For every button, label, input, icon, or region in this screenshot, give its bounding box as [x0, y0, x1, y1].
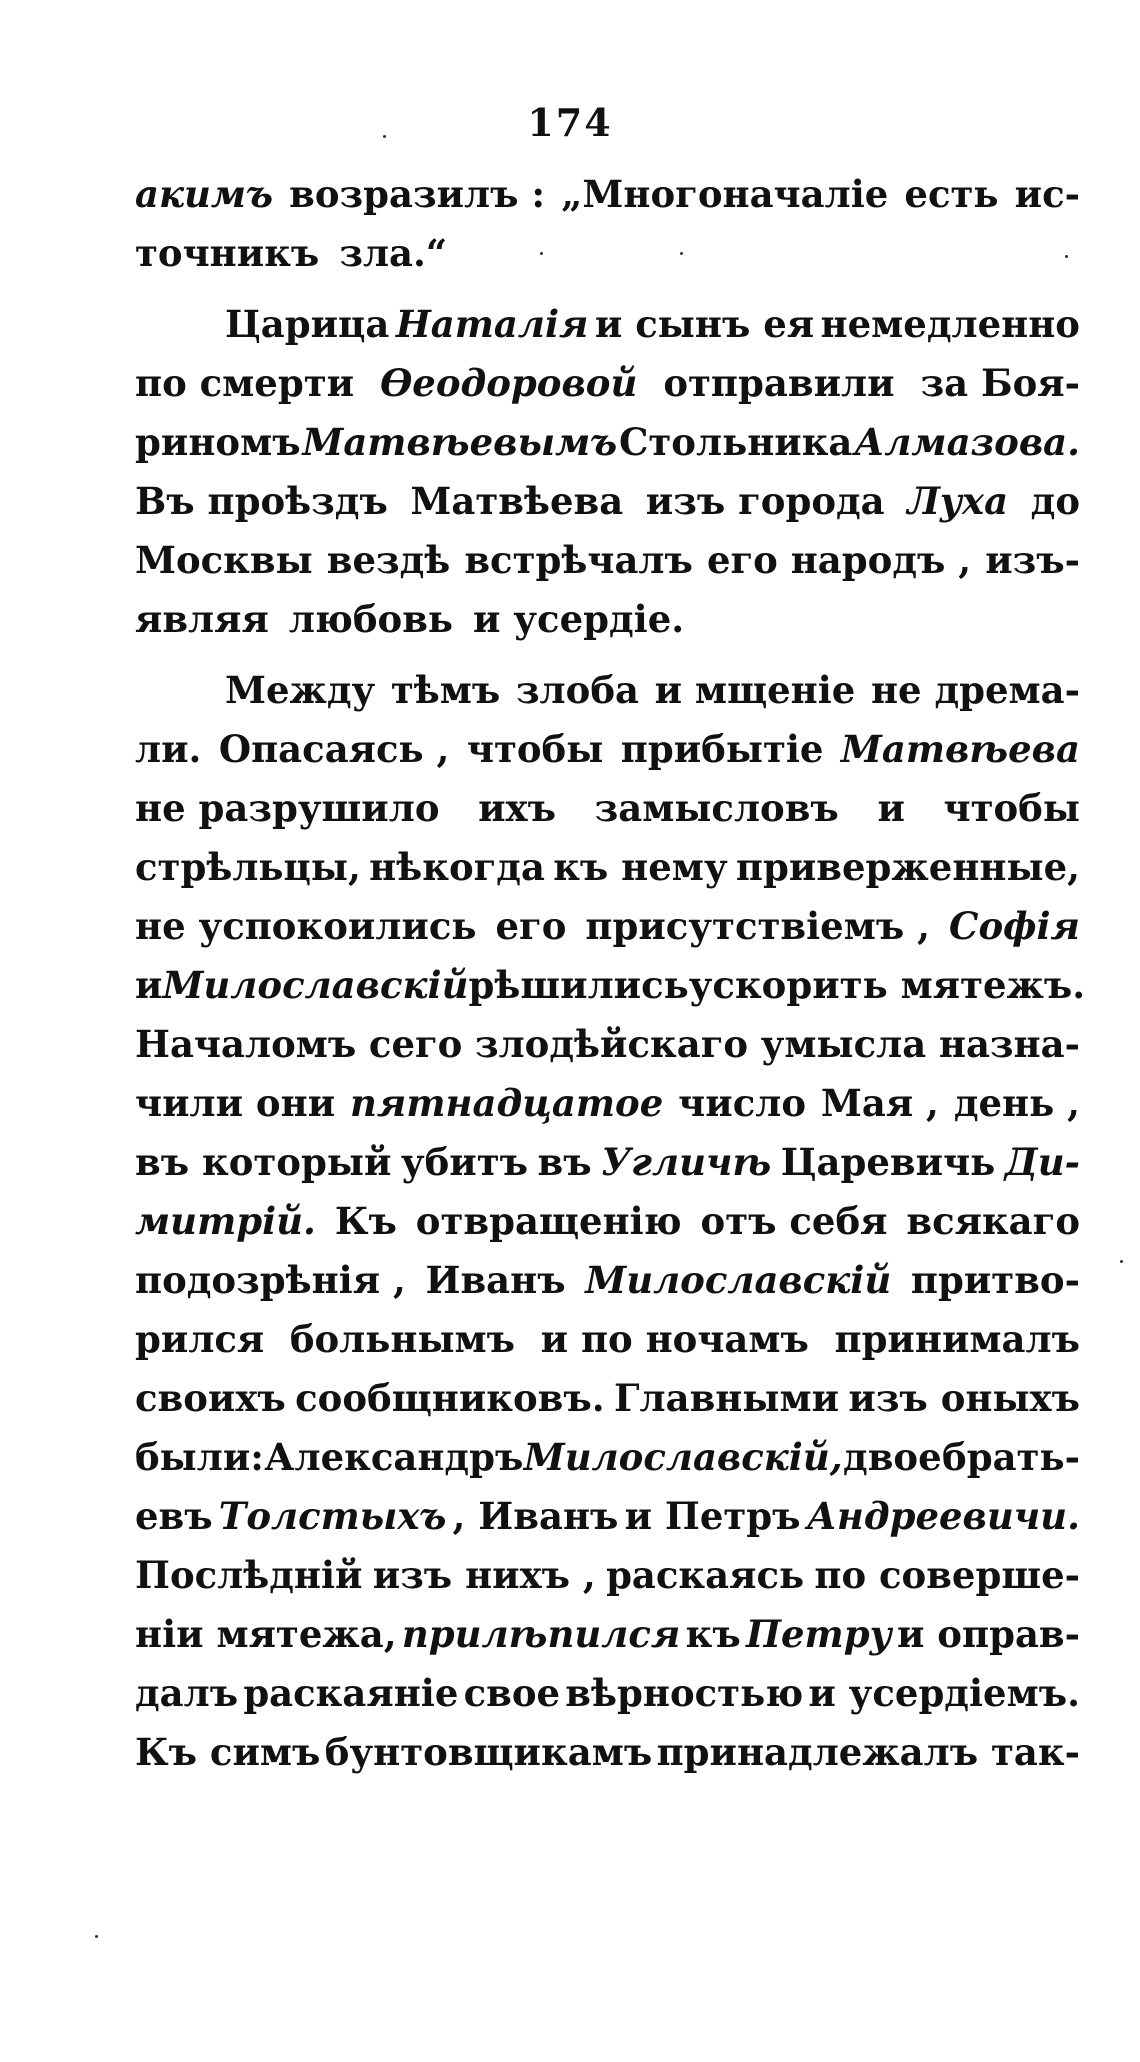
text-word: принадлежалъ так-	[656, 1730, 1080, 1774]
text-word: , Иванъ	[452, 1494, 619, 1538]
text-word: и	[877, 786, 905, 830]
text-line	[135, 1376, 1080, 1435]
text-word: встрѣчалъ	[464, 538, 693, 582]
text-word: до	[1030, 479, 1080, 523]
text-line	[135, 172, 1080, 231]
text-word: и сынъ ея	[594, 302, 815, 346]
text-word: Въ проѣздъ	[135, 479, 388, 523]
text-word: Толстыхъ	[218, 1494, 447, 1538]
text-word: и по ночамъ	[540, 1317, 809, 1361]
text-word: риномъ	[135, 420, 301, 464]
text-line	[135, 361, 1080, 420]
text-word: убитъ	[400, 1140, 529, 1184]
text-line	[135, 1022, 1080, 1081]
text-word: Главными	[613, 1376, 840, 1420]
text-word: чили они	[135, 1081, 336, 1125]
text-word: Матвѣева	[410, 479, 624, 523]
text-word: Угличѣ	[601, 1140, 772, 1184]
text-word: Софія	[949, 904, 1080, 948]
text-word: нѣкогда	[369, 845, 545, 889]
text-line	[135, 1612, 1080, 1671]
text-line	[135, 727, 1080, 786]
text-word: ніи мятежа,	[135, 1612, 397, 1656]
text-line	[135, 1553, 1080, 1612]
text-word: притво-	[910, 1258, 1080, 1302]
text-word: двое	[843, 1435, 942, 1479]
text-line	[135, 1199, 1080, 1258]
text-word: замысловъ	[594, 786, 839, 830]
text-line	[135, 1435, 1080, 1494]
text-word: акимъ	[135, 172, 273, 216]
page-number: 174	[527, 100, 613, 145]
text-line	[135, 420, 1080, 479]
text-word: всякаго	[906, 1199, 1080, 1243]
text-word: изъ-	[985, 538, 1080, 582]
text-word: въ который	[135, 1140, 392, 1184]
text-word: Послѣдній	[135, 1553, 363, 1597]
text-line	[135, 231, 1080, 290]
text-word: Царевичь	[780, 1140, 996, 1184]
text-word: приверженные,	[735, 845, 1080, 889]
text-word: точникъ	[135, 231, 320, 275]
text-word: Наталія	[395, 302, 589, 346]
text-word: Къ	[334, 1199, 397, 1243]
text-line	[135, 963, 1086, 1022]
text-word: изъ города	[645, 479, 885, 523]
text-word: Алмазова.	[854, 420, 1080, 464]
text-word: Луха	[907, 479, 1009, 523]
text-line	[135, 668, 1080, 727]
text-word: Александръ	[264, 1435, 524, 1479]
text-word: отправили	[663, 361, 895, 405]
text-word: и	[135, 963, 163, 1007]
text-word: умысла	[760, 1022, 927, 1066]
text-word: Началомъ	[135, 1022, 357, 1066]
text-word: день ,	[953, 1081, 1080, 1125]
text-word: сообщниковъ.	[295, 1376, 605, 1420]
text-word: принималъ	[834, 1317, 1080, 1361]
text-word: Мая ,	[820, 1081, 939, 1125]
text-word: Андреевичи.	[806, 1494, 1080, 1538]
text-line	[135, 1140, 1080, 1199]
text-word: отъ себя	[700, 1199, 888, 1243]
text-word: по соверше-	[814, 1553, 1080, 1597]
text-word: его	[495, 904, 567, 948]
text-word: и усердіе.	[473, 597, 685, 641]
text-word: чтобы	[466, 727, 604, 771]
text-word: евъ	[135, 1494, 213, 1538]
text-word: далъ	[135, 1671, 239, 1715]
text-line	[135, 1081, 1080, 1140]
text-word: подозрѣнія ,	[135, 1258, 406, 1302]
text-word: немедленно	[820, 302, 1080, 346]
text-word: его народъ ,	[706, 538, 972, 582]
text-word: прибытіе	[620, 727, 824, 771]
text-word: пятнадцатое	[350, 1081, 664, 1125]
text-word: Царица	[225, 302, 390, 346]
text-word: къ	[685, 1612, 741, 1656]
text-word: Стольника	[618, 420, 853, 464]
text-word: митрій.	[135, 1199, 316, 1243]
text-word: рѣшились	[468, 963, 689, 1007]
scan-speck	[383, 135, 386, 138]
text-word: Москвы	[135, 538, 313, 582]
scan-speck	[680, 252, 683, 255]
text-word: не успокоились	[135, 904, 477, 948]
text-line	[135, 1317, 1080, 1376]
text-word: за Боя-	[920, 361, 1080, 405]
text-word: изъ оныхъ	[848, 1376, 1080, 1420]
text-word: бунтовщикамъ	[324, 1730, 653, 1774]
text-word: являя	[135, 597, 269, 641]
text-word: вездѣ	[326, 538, 451, 582]
text-line	[135, 1671, 1080, 1730]
text-line	[135, 1494, 1080, 1553]
text-word: число	[678, 1081, 806, 1125]
text-line	[135, 597, 1080, 656]
text-line	[135, 845, 1080, 904]
text-word: стрѣльцы,	[135, 845, 361, 889]
text-word: тѣмъ	[390, 668, 501, 712]
text-word: по смерти	[135, 361, 355, 405]
text-word: зла.“	[339, 231, 448, 275]
text-word: „Многоначаліе	[561, 172, 889, 216]
text-word: рился	[135, 1317, 265, 1361]
text-line	[135, 302, 1080, 361]
text-word: Между	[225, 668, 376, 712]
text-line	[135, 538, 1080, 597]
text-word: Милославскій,	[523, 1435, 843, 1479]
text-word: Ди-	[1004, 1140, 1080, 1184]
scan-speck	[540, 252, 543, 255]
text-word: къ нему	[553, 845, 728, 889]
text-word: и Петръ	[624, 1494, 801, 1538]
text-word: ис-	[1014, 172, 1080, 216]
text-word: и мщеніе	[654, 668, 856, 712]
text-word: злоба	[515, 668, 639, 712]
text-word: Матвѣевымъ	[302, 420, 618, 464]
text-word: Петру	[746, 1612, 892, 1656]
text-word: прилѣпился	[401, 1612, 681, 1656]
text-word: брать-	[942, 1435, 1080, 1479]
text-word: изъ нихъ ,	[372, 1553, 596, 1597]
text-word: Опасаясь ,	[218, 727, 450, 771]
text-word: отвращенію	[415, 1199, 682, 1243]
text-line	[135, 904, 1080, 963]
body-text	[135, 172, 1086, 1789]
text-word: были:	[135, 1435, 264, 1479]
text-word: любовь	[288, 597, 454, 641]
text-word: раскаясь	[606, 1553, 805, 1597]
text-word: не разрушило	[135, 786, 440, 830]
text-word: возразилъ :	[289, 172, 546, 216]
text-word: Матвѣева	[840, 727, 1080, 771]
text-word: присутствіемъ ,	[585, 904, 930, 948]
text-word: ихъ	[478, 786, 556, 830]
text-word: сего	[368, 1022, 463, 1066]
text-word: свое	[463, 1671, 561, 1715]
text-word: вѣрностью	[565, 1671, 804, 1715]
text-word: злодѣйскаго	[474, 1022, 749, 1066]
text-word: своихъ	[135, 1376, 286, 1420]
text-line	[135, 479, 1080, 538]
text-word: назна-	[938, 1022, 1080, 1066]
text-word: чтобы	[943, 786, 1080, 830]
text-line	[135, 786, 1080, 845]
text-word: и оправ-	[896, 1612, 1080, 1656]
text-line	[135, 1258, 1080, 1317]
text-word: Иванъ	[425, 1258, 566, 1302]
text-word: и усердіемъ.	[808, 1671, 1080, 1715]
text-word: Ѳеодоровой	[380, 361, 638, 405]
text-line	[135, 1730, 1080, 1789]
text-word: въ	[537, 1140, 592, 1184]
text-word: больнымъ	[289, 1317, 516, 1361]
text-word: Къ симъ	[135, 1730, 321, 1774]
text-word: Милославскій	[162, 963, 469, 1007]
text-word: ускорить мятежъ.	[688, 963, 1086, 1007]
scan-speck	[1120, 1260, 1123, 1263]
text-word: раскаяніе	[243, 1671, 459, 1715]
scan-speck	[1065, 255, 1068, 258]
text-word: ли.	[135, 727, 202, 771]
text-word: не дрема-	[870, 668, 1080, 712]
scan-speck	[95, 1935, 98, 1938]
text-word: Милославскій	[585, 1258, 892, 1302]
text-word: есть	[904, 172, 999, 216]
